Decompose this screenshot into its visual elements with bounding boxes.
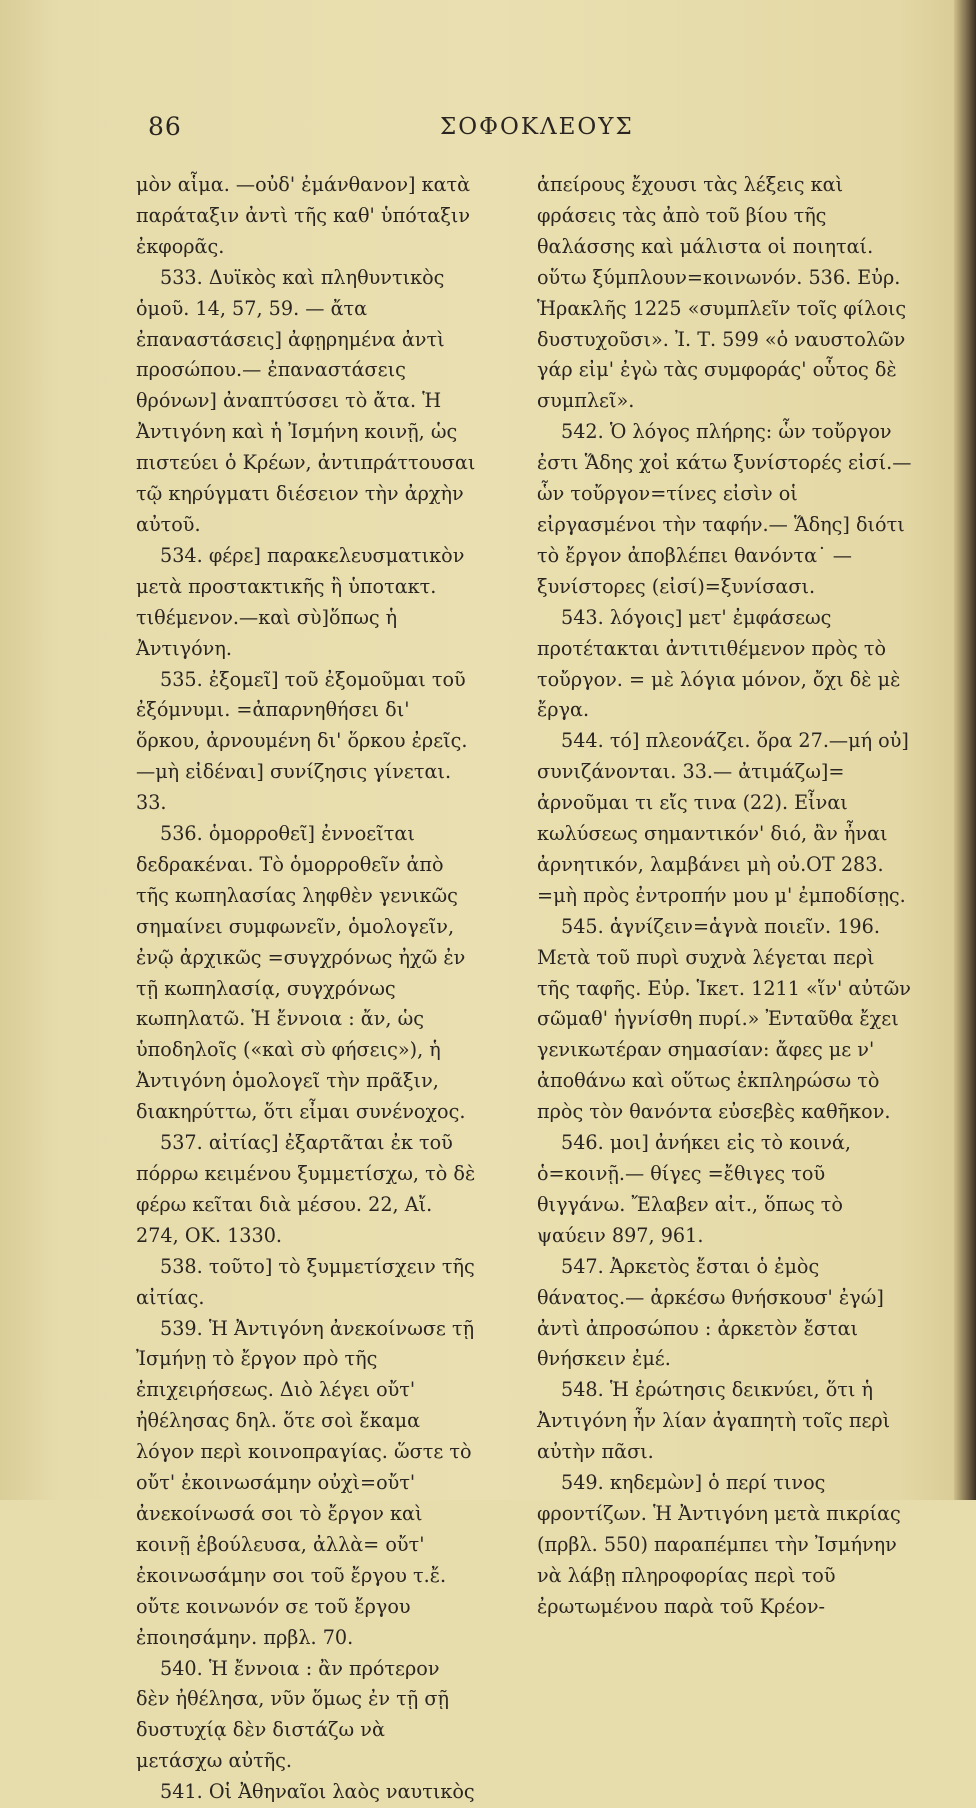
commentary-paragraph-535: 535. ἐξομεῖ] τοῦ ἐξομοῦμαι τοῦ ἐξόμνυμι. =ἀπαρνηθήσει δι' ὅρκου, ἀρνουμένη δι' ὅρκου ἐρεῖς.—μὴ εἰδέναι] συνίζησις γίνεται. 33. bbox=[136, 667, 468, 815]
commentary-paragraph-542: 542. Ὁ λόγος πλήρης: ὧν τοὔργον ἐστι Ἅδης χοἰ κάτω ξυνίστορές εἰσί.— ὧν τοὔργον=τίνες εἰσὶν οἱ εἰργασμένοι τὴν ταφήν.— Ἅδης] διότι τὸ ἔργον ἀποβλέπει θανόντα˙ — ξυνίστορες (εἰσί)=ξυνίσασι. bbox=[537, 420, 912, 598]
commentary-paragraph-534: 534. φέρε] παρακελευσματικὸν μετὰ προστακτικῆς ἢ ὑποτακτ. τιθέμενον.—καὶ σὺ]ὅπως ἡ Ἀντιγόνη. bbox=[136, 543, 465, 660]
running-title: ΣΟΦΟΚΛΕΟΥΣ bbox=[440, 114, 634, 140]
commentary-paragraph-545: 545. ἁγνίζειν=ἁγνὰ ποιεῖν. 196. Μετὰ τοῦ πυρὶ συχνὰ λέγεται περὶ τῆς ταφῆς. Εὐρ. Ἱκετ. 1211 «ἵν' αὐτῶν σῶμαθ' ἡγνίσθη πυρί.» Ἐνταῦθα ἔχει γενικωτέραν σημασίαν: ἄφες με ν' ἀποθάνω καὶ οὕτως ἐκπληρώσω τὸ πρὸς τὸν θανόντα εὐσεβὲς καθῆκον. bbox=[537, 914, 911, 1124]
commentary-paragraph-544: 544. τό] πλεονάζει. ὅρα 27.—μή οὐ] συνιζάνονται. 33.— ἀτιμάζω]= ἀρνοῦμαι τι εἴς τινα (22). Εἶναι κωλύσεως σημαντικόν' διό, ἂν ἦναι ἀρνητικόν, λαμβάνει μὴ οὐ.ΟΤ 283. =μὴ πρὸς ἐντροπήν μου μ' ἐμποδίσῃς. bbox=[537, 729, 909, 907]
page-number: 86 bbox=[148, 112, 182, 141]
commentary-paragraph: μὸν αἷμα. —οὐδ' ἐμάνθανον] κατὰ παράταξιν ἀντὶ τῆς καθ' ὑπόταξιν ἐκφορᾶς. bbox=[136, 173, 471, 258]
left-column bbox=[136, 170, 476, 1808]
commentary-paragraph-549: 549. κηδεμὼν] ὁ περί τινος φροντίζων. Ἡ Ἀντιγόνη μετὰ πικρίας (πρβλ. 550) παραπέμπει τὴν Ἰσμήνην νὰ λάβῃ πληροφορίας περὶ τοῦ ἐρωτωμένου παρὰ τοῦ Κρέον- bbox=[537, 1471, 901, 1618]
commentary-paragraph-548: 548. Ἡ ἐρώτησις δεικνύει, ὅτι ἡ Ἀντιγόνη ἦν λίαν ἀγαπητὴ τοῖς περὶ αὐτὴν πᾶσι. bbox=[537, 1378, 891, 1464]
commentary-paragraph-541-cont: ἀπείρους ἔχουσι τὰς λέξεις καὶ φράσεις τὰς ἀπὸ τοῦ βίου τῆς θαλάσσης καὶ μάλιστα οἱ ποιηταί. οὕτω ξύμπλουν=κοινωνόν. 536. Εὐρ. Ἡρακλῆς 1225 «συμπλεῖν τοῖς φίλοις δυστυχοῦσι». Ἰ. Τ. 599 «ὁ ναυστολῶν γάρ εἰμ' ἐγὼ τὰς συμφοράς' οὗτος δὲ συμπλεῖ». bbox=[537, 173, 907, 413]
commentary-paragraph-533: 533. Δυϊκὸς καὶ πληθυντικὸς ὁμοῦ. 14, 57, 59. — ἄτα ἐπαναστάσεις] ἀφῃρημένα ἀντὶ προσώπου.— ἐπαναστάσεις θρόνων] ἀναπτύσσει τὸ ἄτα. Ἡ Ἀντιγόνη καὶ ἡ Ἰσμήνη κοινῇ, ὡς πιστεύει ὁ Κρέων, ἀντιπράττουσαι τῷ κηρύγματι διέσειον τὴν ἀρχὴν αὐτοῦ. bbox=[136, 265, 476, 536]
commentary-paragraph-547: 547. Ἀρκετὸς ἔσται ὁ ἐμὸς θάνατος.— ἀρκέσω θνήσκουσ' ἐγώ] ἀντὶ ἀπροσώπου : ἀρκετὸν ἔσται θνήσκειν ἐμέ. bbox=[537, 1254, 884, 1371]
commentary-paragraph-539: 539. Ἡ Ἀντιγόνη ἀνεκοίνωσε τῇ Ἰσμήνῃ τὸ ἔργον πρὸ τῆς ἐπιχειρήσεως. Διὸ λέγει οὔτ' ἠθέλησας δηλ. ὅτε σοὶ ἔκαμα λόγον περὶ κοινοπραγίας. ὥστε τὸ οὔτ' ἐκοινωσάμην οὐχὶ=οὔτ' ἀνεκοίνωσά σοι τὸ ἔργον καὶ κοινῇ ἐβούλευσα, ἀλλὰ= οὔτ' ἐκοινωσάμην σοι τοῦ ἔργου τ.ἔ. οὔτε κοινωνόν σε τοῦ ἔργου ἐποιησάμην. πρβλ. 70. bbox=[136, 1316, 475, 1649]
commentary-paragraph-546: 546. μοι] ἀνήκει εἰς τὸ κοινά, ὁ=κοινῇ.— θίγες =ἔθιγες τοῦ θιγγάνω. Ἔλαβεν αἰτ., ὅπως τὸ ψαύειν 897, 961. bbox=[537, 1131, 851, 1247]
commentary-paragraph-536: 536. ὁμορροθεῖ] ἐννοεῖται δεδρακέναι. Τὸ ὁμορροθεῖν ἀπὸ τῆς κωπηλασίας ληφθὲν γενικῶς σημαίνει συμφωνεῖν, ὁμολογεῖν, ἐνῷ ἀρχικῶς =συγχρόνως ἠχῶ ἐν τῇ κωπηλασίᾳ, συγχρόνως κωπηλατῶ. Ἡ ἔννοια : ἄν, ὡς ὑποδηλοῖς («καὶ σὺ φήσεις»), ἡ Ἀντιγόνη ὁμολογεῖ τὴν πρᾶξιν, διακηρύττω, ὅτι εἶμαι συνένοχος. bbox=[136, 822, 466, 1124]
right-column bbox=[537, 170, 913, 1623]
commentary-paragraph-541: 541. Οἱ Ἀθηναῖοι λαὸς ναυτικὸς bbox=[160, 1780, 475, 1804]
commentary-paragraph-543: 543. λόγοις] μετ' ἐμφάσεως προτέτακται ἀντιτιθέμενον πρὸς τὸ τοὔργον. = μὲ λόγια μόνον, ὄχι δὲ μὲ ἔργα. bbox=[537, 605, 901, 722]
commentary-paragraph-538: 538. τοῦτο] τὸ ξυμμετίσχειν τῆς αἰτίας. bbox=[136, 1254, 475, 1309]
commentary-paragraph-537: 537. αἰτίας] ἐξαρτᾶται ἐκ τοῦ πόρρω κειμένου ξυμμετίσχω, τὸ δὲ φέρω κεῖται διὰ μέσου. 22, Αἴ. 274, ΟΚ. 1330. bbox=[136, 1131, 476, 1247]
book-spine-edge bbox=[954, 0, 976, 1500]
commentary-paragraph-540: 540. Ἡ ἔννοια : ἂν πρότερον δὲν ἠθέλησα, νῦν ὅμως ἐν τῇ σῇ δυστυχίᾳ δὲν διστάζω νὰ μετάσχω αὐτῆς. bbox=[136, 1656, 449, 1773]
page-header bbox=[0, 112, 976, 152]
